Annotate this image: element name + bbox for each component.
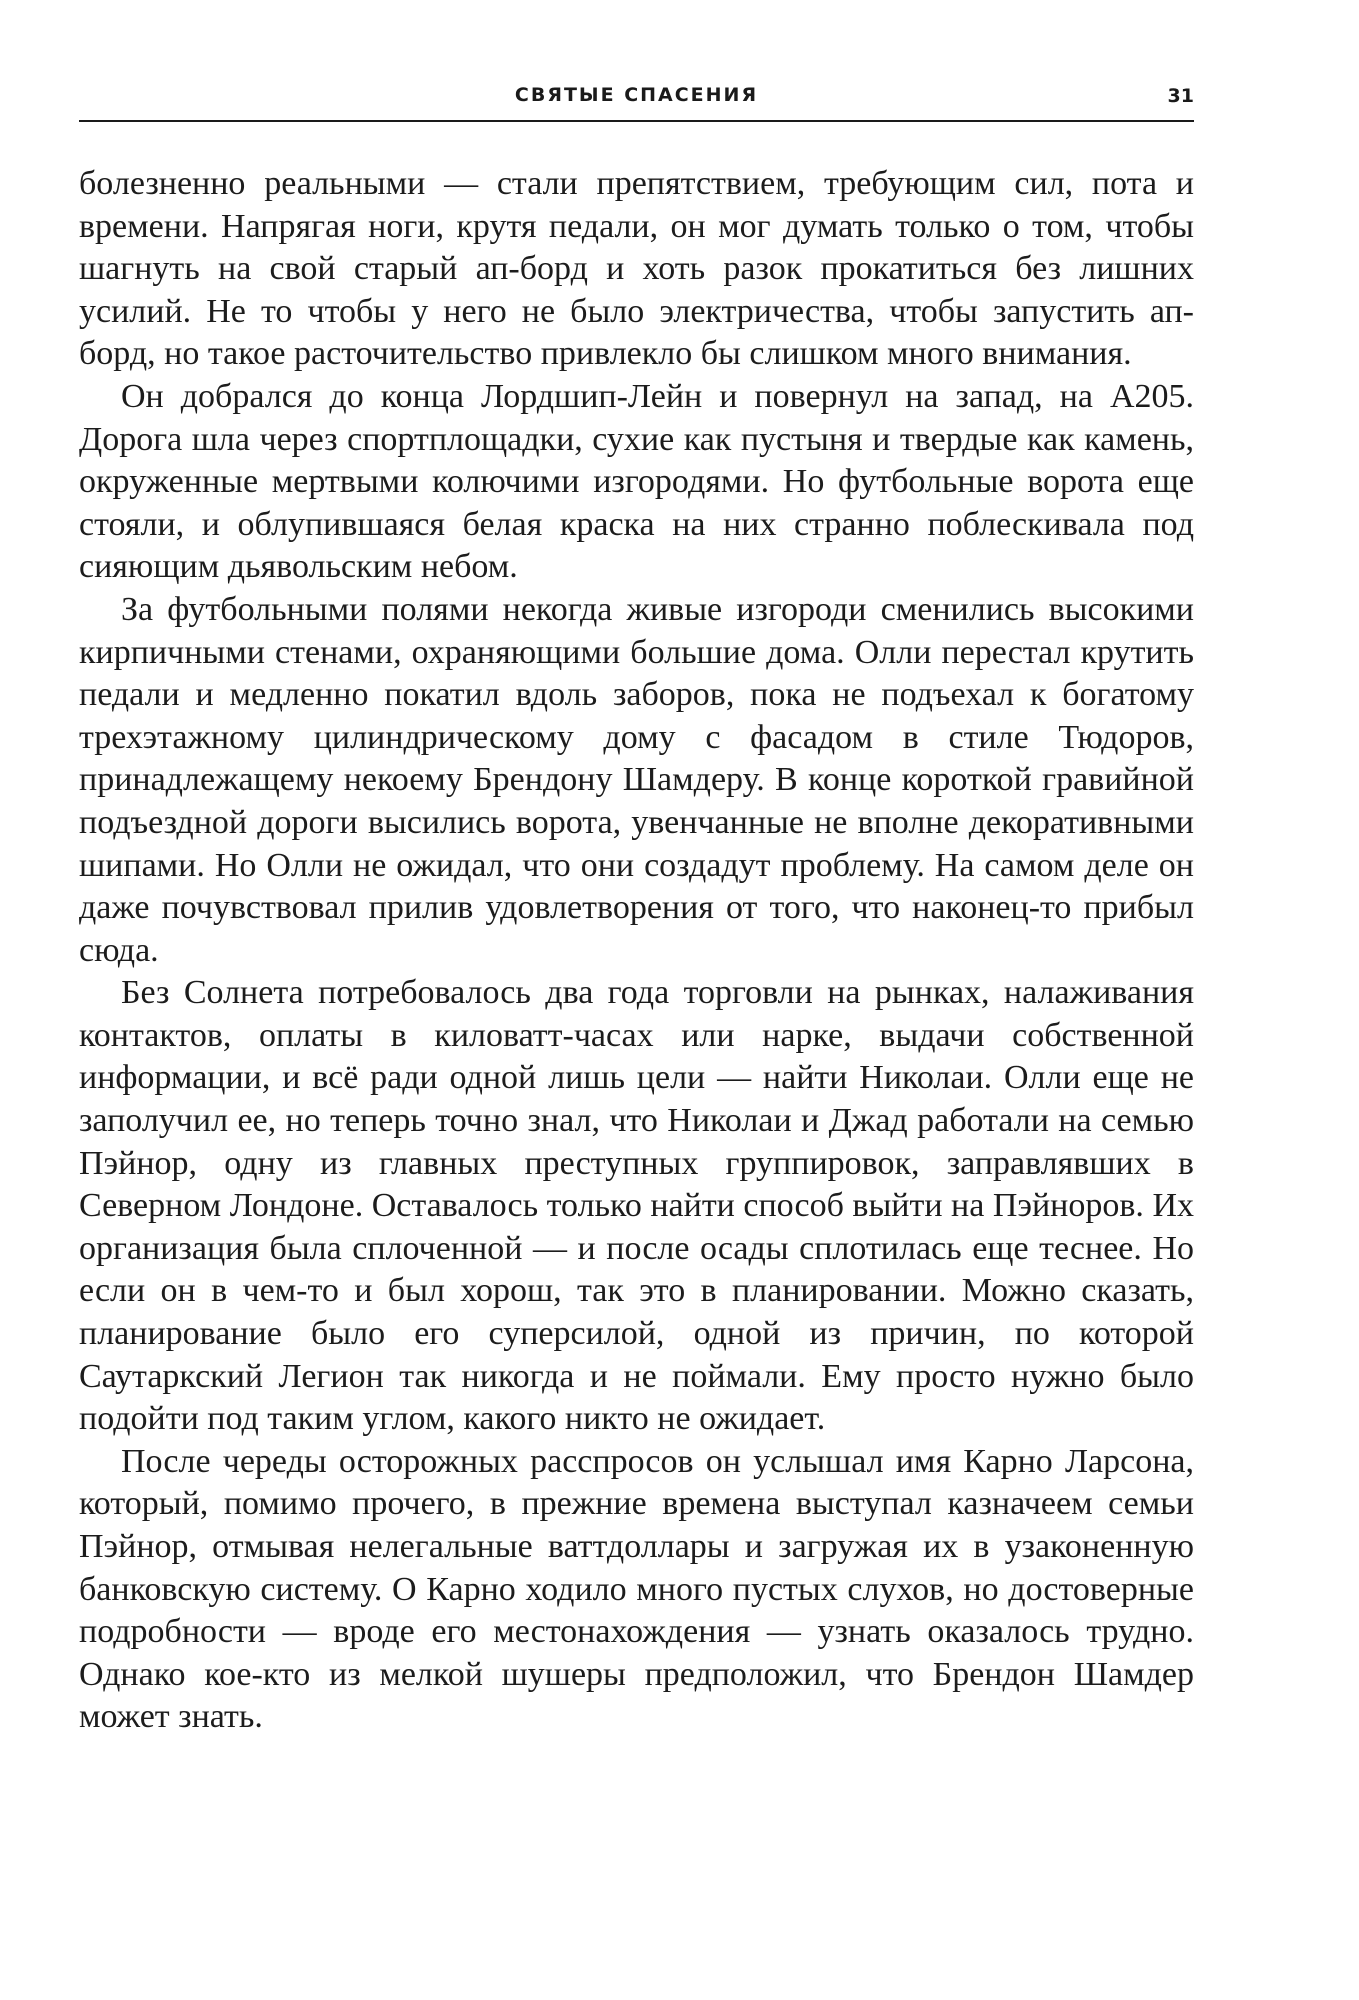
running-header: [79, 80, 1194, 122]
page-number: 31: [1167, 85, 1194, 107]
body-text: [79, 163, 1194, 1739]
paragraph-3: За футбольными полями некогда живые изгороди сменились высокими кирпичными стенами, охраняющими большие дома. Олли перестал крутить педали и медленно покатил вдоль заборов, пока не подъехал к богатому трехэтажному цилиндрическому дому с фасадом в стиле Тюдоров, принадлежащему некоему Брендону Шамдеру. В конце короткой гравийной подъездной дороги высились ворота, увенчанные не вполне декоративными шипами. Но Олли не ожидал, что они создадут проблему. На самом деле он даже почувствовал прилив удовлетворения от того, что наконец-то прибыл сюда.: [79, 590, 1194, 969]
running-title: СВЯТЫЕ СПАСЕНИЯ: [514, 84, 759, 106]
paragraph-5: После череды осторожных расспросов он услышал имя Карно Ларсона, который, помимо прочего, в прежние времена выступал казначеем семьи Пэйнор, отмывая нелегальные ваттдоллары и загружая их в узаконенную банковскую систему. О Карно ходило много пустых слухов, но достоверные подробности — вроде его местонахождения — узнать оказалось трудно. Однако кое-кто из мелкой шушеры предположил, что Брендон Шамдер может знать.: [79, 1442, 1194, 1736]
paragraph-2: Он добрался до конца Лордшип-Лейн и повернул на запад, на А205. Дорога шла через спортплощадки, сухие как пустыня и твердые как камень, окруженные мертвыми колючими изгородями. Но футбольные ворота еще стояли, и облупившаяся белая краска на них странно поблескивала под сияющим дьявольским небом.: [79, 377, 1194, 586]
paragraph-4: Без Солнета потребовалось два года торговли на рынках, налаживания контактов, оплаты в киловатт-часах или нарке, выдачи собственной информации, и всё ради одной лишь цели — найти Николаи. Олли еще не заполучил ее, но теперь точно знал, что Николаи и Джад работали на семью Пэйнор, одну из главных преступных группировок, заправлявших в Северном Лондоне. Оставалось только найти способ выйти на Пэйноров. Их организация была сплоченной — и после осады сплотилась еще теснее. Но если он в чем-то и был хорош, так это в планировании. Можно сказать, планирование было его суперсилой, одной из причин, по которой Саутаркский Легион так никогда и не поймали. Ему просто нужно было подойти под таким углом, какого никто не ожидает.: [79, 974, 1194, 1438]
paragraph-1: болезненно реальными — стали препятствием, требующим сил, пота и времени. Напрягая ноги, крутя педали, он мог думать только о том, чтобы шагнуть на свой старый ап-борд и хоть разок прокатиться без лишних усилий. Не то чтобы у него не было электричества, чтобы запустить ап-борд, но такое расточительство привлекло бы слишком много внимания.: [79, 165, 1194, 373]
